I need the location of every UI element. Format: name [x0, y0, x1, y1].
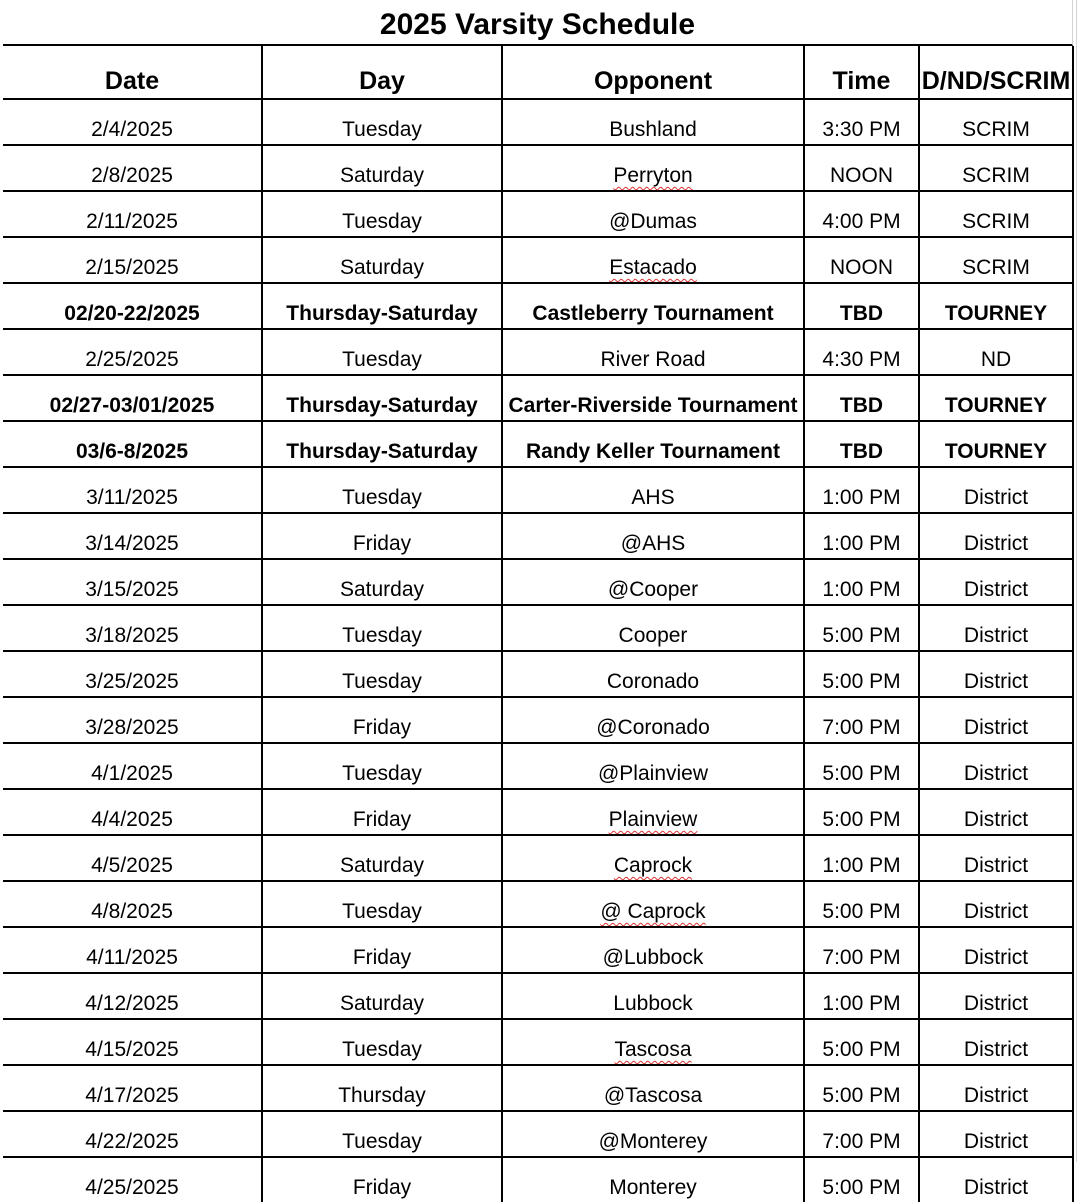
- cell-time[interactable]: 4:00 PM: [804, 191, 919, 237]
- table-row: [3, 789, 1073, 835]
- cell-time[interactable]: NOON: [804, 237, 919, 283]
- cell-day[interactable]: Thursday: [262, 1065, 502, 1111]
- table-row: [3, 605, 1073, 651]
- cell-opponent[interactable]: @Coronado: [502, 697, 804, 743]
- table-row: [3, 329, 1073, 375]
- cell-day[interactable]: Thursday-Saturday: [262, 375, 502, 421]
- cell-time[interactable]: 7:00 PM: [804, 697, 919, 743]
- cell-game-type[interactable]: ND: [919, 329, 1073, 375]
- table-row: [3, 145, 1073, 191]
- cell-time[interactable]: 1:00 PM: [804, 973, 919, 1019]
- cell-date[interactable]: 2/11/2025: [3, 191, 262, 237]
- cell-time[interactable]: 5:00 PM: [804, 1157, 919, 1202]
- table-row: [3, 1157, 1073, 1202]
- cell-time[interactable]: 5:00 PM: [804, 605, 919, 651]
- cell-game-type[interactable]: District: [919, 743, 1073, 789]
- cell-game-type[interactable]: District: [919, 789, 1073, 835]
- table-row: [3, 1111, 1073, 1157]
- cell-game-type[interactable]: SCRIM: [919, 237, 1073, 283]
- cell-time[interactable]: 5:00 PM: [804, 881, 919, 927]
- cell-opponent[interactable]: [502, 835, 804, 881]
- cell-time[interactable]: TBD: [804, 375, 919, 421]
- cell-opponent[interactable]: @Tascosa: [502, 1065, 804, 1111]
- cell-day[interactable]: Tuesday: [262, 881, 502, 927]
- cell-time[interactable]: NOON: [804, 145, 919, 191]
- cell-time[interactable]: 7:00 PM: [804, 927, 919, 973]
- cell-game-type[interactable]: SCRIM: [919, 191, 1073, 237]
- cell-opponent[interactable]: [502, 881, 804, 927]
- cell-game-type[interactable]: TOURNEY: [919, 421, 1073, 467]
- cell-day[interactable]: Tuesday: [262, 329, 502, 375]
- cell-game-type[interactable]: TOURNEY: [919, 283, 1073, 329]
- cell-game-type[interactable]: TOURNEY: [919, 375, 1073, 421]
- cell-game-type[interactable]: SCRIM: [919, 99, 1073, 145]
- table-row: [3, 973, 1073, 1019]
- cell-opponent[interactable]: Randy Keller Tournament: [502, 421, 804, 467]
- table-row: [3, 1019, 1073, 1065]
- cell-day[interactable]: Saturday: [262, 145, 502, 191]
- opponent-text: Perryton: [613, 164, 693, 187]
- cell-game-type[interactable]: District: [919, 973, 1073, 1019]
- cell-date[interactable]: 4/11/2025: [3, 927, 262, 973]
- cell-time[interactable]: TBD: [804, 283, 919, 329]
- cell-game-type[interactable]: District: [919, 559, 1073, 605]
- cell-opponent[interactable]: @AHS: [502, 513, 804, 559]
- cell-day[interactable]: Thursday-Saturday: [262, 421, 502, 467]
- cell-game-type[interactable]: District: [919, 881, 1073, 927]
- table-row: [3, 1065, 1073, 1111]
- cell-time[interactable]: 7:00 PM: [804, 1111, 919, 1157]
- cell-date[interactable]: 3/11/2025: [3, 467, 262, 513]
- cell-game-type[interactable]: District: [919, 835, 1073, 881]
- cell-date[interactable]: 3/25/2025: [3, 651, 262, 697]
- cell-day[interactable]: Tuesday: [262, 743, 502, 789]
- cell-day[interactable]: Friday: [262, 1157, 502, 1202]
- header-game-type[interactable]: D/ND/SCRIM: [919, 46, 1073, 99]
- cell-opponent[interactable]: Carter-Riverside Tournament: [502, 375, 804, 421]
- cell-date[interactable]: 2/8/2025: [3, 145, 262, 191]
- header-date[interactable]: Date: [3, 46, 262, 99]
- cell-date[interactable]: 3/28/2025: [3, 697, 262, 743]
- cell-date[interactable]: 4/22/2025: [3, 1111, 262, 1157]
- opponent-text: Estacado: [609, 256, 697, 279]
- cell-game-type[interactable]: District: [919, 697, 1073, 743]
- table-row: [3, 559, 1073, 605]
- cell-opponent[interactable]: Lubbock: [502, 973, 804, 1019]
- cell-opponent[interactable]: Monterey: [502, 1157, 804, 1202]
- cell-game-type[interactable]: District: [919, 651, 1073, 697]
- cell-opponent[interactable]: [502, 145, 804, 191]
- cell-opponent[interactable]: @Plainview: [502, 743, 804, 789]
- cell-date[interactable]: 4/5/2025: [3, 835, 262, 881]
- table-row: [3, 927, 1073, 973]
- cell-day[interactable]: Saturday: [262, 237, 502, 283]
- cell-day[interactable]: Friday: [262, 927, 502, 973]
- cell-date[interactable]: 02/20-22/2025: [3, 283, 262, 329]
- table-row: [3, 421, 1073, 467]
- cell-date[interactable]: 2/4/2025: [3, 99, 262, 145]
- table-row: [3, 237, 1073, 283]
- cell-game-type[interactable]: SCRIM: [919, 145, 1073, 191]
- cell-time[interactable]: 1:00 PM: [804, 513, 919, 559]
- cell-day[interactable]: Tuesday: [262, 191, 502, 237]
- cell-date[interactable]: 4/17/2025: [3, 1065, 262, 1111]
- cell-day[interactable]: Tuesday: [262, 1111, 502, 1157]
- sheet-title: 2025 Varsity Schedule: [3, 0, 1073, 46]
- cell-day[interactable]: Tuesday: [262, 1019, 502, 1065]
- cell-date[interactable]: 2/15/2025: [3, 237, 262, 283]
- cell-day[interactable]: Tuesday: [262, 99, 502, 145]
- cell-opponent[interactable]: [502, 237, 804, 283]
- table-row: [3, 881, 1073, 927]
- cell-game-type[interactable]: District: [919, 927, 1073, 973]
- cell-game-type[interactable]: District: [919, 1157, 1073, 1202]
- table-row: [3, 835, 1073, 881]
- table-row: [3, 513, 1073, 559]
- table-row: [3, 651, 1073, 697]
- cell-time[interactable]: 5:00 PM: [804, 651, 919, 697]
- sheet-edge: [1076, 0, 1086, 1162]
- cell-opponent[interactable]: River Road: [502, 329, 804, 375]
- cell-time[interactable]: 1:00 PM: [804, 467, 919, 513]
- cell-date[interactable]: 4/4/2025: [3, 789, 262, 835]
- cell-date[interactable]: 2/25/2025: [3, 329, 262, 375]
- cell-day[interactable]: Thursday-Saturday: [262, 283, 502, 329]
- cell-game-type[interactable]: District: [919, 1065, 1073, 1111]
- table-row: [3, 467, 1073, 513]
- cell-date[interactable]: 3/18/2025: [3, 605, 262, 651]
- cell-opponent[interactable]: [502, 789, 804, 835]
- header-day[interactable]: Day: [262, 46, 502, 99]
- schedule-table: [3, 46, 1074, 1202]
- schedule-sheet: [3, 0, 1073, 1202]
- table-row: [3, 191, 1073, 237]
- header-row: [3, 46, 1073, 99]
- cell-date[interactable]: 02/27-03/01/2025: [3, 375, 262, 421]
- opponent-text: Caprock: [613, 854, 693, 877]
- cell-day[interactable]: Friday: [262, 513, 502, 559]
- cell-opponent[interactable]: Cooper: [502, 605, 804, 651]
- cell-date[interactable]: 4/15/2025: [3, 1019, 262, 1065]
- cell-opponent[interactable]: AHS: [502, 467, 804, 513]
- cell-day[interactable]: Saturday: [262, 559, 502, 605]
- cell-date[interactable]: 3/14/2025: [3, 513, 262, 559]
- cell-game-type[interactable]: District: [919, 513, 1073, 559]
- table-row: [3, 283, 1073, 329]
- table-row: [3, 375, 1073, 421]
- cell-date[interactable]: 4/1/2025: [3, 743, 262, 789]
- cell-time[interactable]: 1:00 PM: [804, 559, 919, 605]
- opponent-text: Plainview: [608, 808, 698, 831]
- cell-date[interactable]: 4/12/2025: [3, 973, 262, 1019]
- cell-day[interactable]: Tuesday: [262, 467, 502, 513]
- cell-game-type[interactable]: District: [919, 467, 1073, 513]
- cell-time[interactable]: 1:00 PM: [804, 835, 919, 881]
- cell-day[interactable]: Friday: [262, 789, 502, 835]
- table-row: [3, 697, 1073, 743]
- cell-date[interactable]: 4/8/2025: [3, 881, 262, 927]
- cell-time[interactable]: 5:00 PM: [804, 1065, 919, 1111]
- cell-opponent[interactable]: Bushland: [502, 99, 804, 145]
- cell-opponent[interactable]: Castleberry Tournament: [502, 283, 804, 329]
- header-opponent[interactable]: Opponent: [502, 46, 804, 99]
- table-row: [3, 743, 1073, 789]
- opponent-text: @ Caprock: [600, 900, 706, 923]
- cell-opponent[interactable]: @Lubbock: [502, 927, 804, 973]
- header-time[interactable]: Time: [804, 46, 919, 99]
- cell-time[interactable]: 5:00 PM: [804, 789, 919, 835]
- cell-opponent[interactable]: Coronado: [502, 651, 804, 697]
- cell-opponent[interactable]: @Cooper: [502, 559, 804, 605]
- cell-time[interactable]: 5:00 PM: [804, 1019, 919, 1065]
- cell-opponent[interactable]: @Monterey: [502, 1111, 804, 1157]
- table-row: [3, 99, 1073, 145]
- cell-opponent[interactable]: @Dumas: [502, 191, 804, 237]
- cell-date[interactable]: 4/25/2025: [3, 1157, 262, 1202]
- cell-day[interactable]: Saturday: [262, 973, 502, 1019]
- cell-time[interactable]: 3:30 PM: [804, 99, 919, 145]
- cell-time[interactable]: 4:30 PM: [804, 329, 919, 375]
- opponent-text: Tascosa: [614, 1038, 692, 1061]
- cell-day[interactable]: Tuesday: [262, 605, 502, 651]
- cell-game-type[interactable]: District: [919, 1111, 1073, 1157]
- cell-day[interactable]: Tuesday: [262, 651, 502, 697]
- cell-game-type[interactable]: District: [919, 605, 1073, 651]
- cell-time[interactable]: 5:00 PM: [804, 743, 919, 789]
- cell-day[interactable]: Friday: [262, 697, 502, 743]
- cell-date[interactable]: 3/15/2025: [3, 559, 262, 605]
- cell-time[interactable]: TBD: [804, 421, 919, 467]
- cell-date[interactable]: 03/6-8/2025: [3, 421, 262, 467]
- cell-game-type[interactable]: District: [919, 1019, 1073, 1065]
- cell-opponent[interactable]: [502, 1019, 804, 1065]
- schedule-body: [3, 99, 1073, 1202]
- cell-day[interactable]: Saturday: [262, 835, 502, 881]
